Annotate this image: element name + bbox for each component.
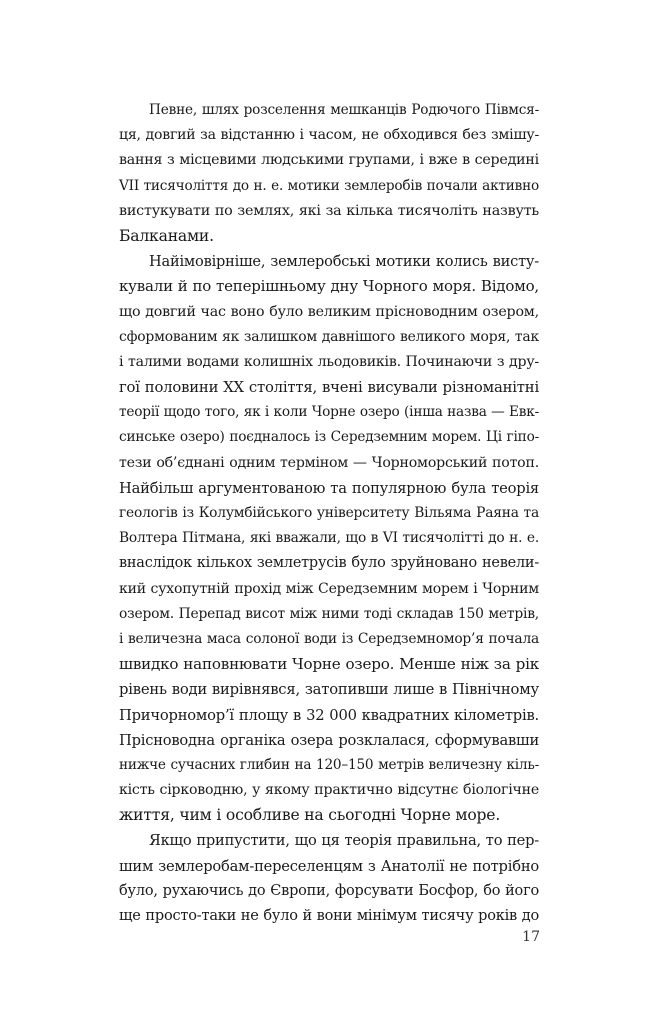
text-line: кували й по теперішньому дну Чорного моря. Відомо, xyxy=(119,277,539,296)
text-line: озером. Перепад висот між ними тоді складав 150 метрів, xyxy=(119,605,539,622)
text-line: тези об’єднані одним терміном — Чорноморський потоп. xyxy=(119,454,539,471)
text-line: життя, чим і особливе на сьогодні Чорне море. xyxy=(119,806,501,825)
text-line: теорії щодо того, як і коли Чорне озеро (інша назва — Евк- xyxy=(119,404,539,421)
text-line: швидко наповнювати Чорне озеро. Менше ніж за рік xyxy=(119,655,539,674)
text-line: ця, довгий за відстанню і часом, не обходився без змішу- xyxy=(119,127,539,144)
text-line: геологів із Колумбійського університету Вільяма Раяна та xyxy=(119,505,539,521)
text-line: кість сірководню, у якому практично відсутнє біологічне xyxy=(119,782,539,799)
text-line: VII тисячоліття до н. е. мотики землеробів почали активно xyxy=(119,177,539,194)
text-line: і талими водами колишніх льодовиків. Починаючи з дру- xyxy=(119,353,539,370)
paragraph-2 xyxy=(119,249,539,828)
text-line: Причорномор’ї площу в 32 000 квадратних кілометрів. xyxy=(119,706,539,724)
paragraph-3 xyxy=(119,828,539,929)
text-line: Волтера Пітмана, які вважали, що в VI тисячолітті до н. е. xyxy=(119,530,539,547)
text-line: шим землеробам-переселенцям з Анатолії не потрібно xyxy=(119,857,539,875)
text-line: вистукувати по землях, які за кілька тисячоліть назвуть xyxy=(119,202,539,219)
text-line: Якщо припустити, що ця теорія правильна, то пер- xyxy=(149,832,539,850)
text-line: вання з місцевими людськими групами, і вже в середині xyxy=(119,152,539,169)
text-line: Балканами. xyxy=(119,226,214,245)
text-line: і величезна маса солоної води із Середземномор’я почала xyxy=(119,630,539,647)
text-line: нижче сучасних глибин на 120–150 метрів величезну кіль- xyxy=(119,756,539,773)
text-line: Певне, шлях розселення мешканців Родючого Півмся- xyxy=(149,102,539,118)
body-text xyxy=(119,98,539,929)
text-line: гої половини XX століття, вчені висували різноманітні xyxy=(119,379,539,397)
text-line: внаслідок кількох землетрусів було зруйновано невели- xyxy=(119,555,539,572)
text-line: ще просто-таки не було й вони мінімум тисячу років до xyxy=(119,908,539,924)
text-line: було, рухаючись до Європи, форсувати Босфор, бо його xyxy=(119,882,539,899)
text-line: рівень води вирівнявся, затопивши лише в Північному xyxy=(119,681,539,699)
text-line: Найімовірніше, землеробські мотики колись висту- xyxy=(149,253,539,271)
text-line: сформованим як залишком давнішого великого моря, так xyxy=(119,328,539,345)
page-number: 17 xyxy=(522,929,540,945)
paragraph-1 xyxy=(119,98,539,249)
text-line: що довгий час воно було великим прісноводним озером, xyxy=(119,303,539,320)
text-line: кий сухопутній прохід між Середземним морем і Чорним xyxy=(119,580,539,597)
text-line: синське озеро) поєдналось із Середземним морем. Ці гіпо- xyxy=(119,429,539,446)
text-line: Прісноводна органіка озера розклалася, сформувавши xyxy=(119,731,539,749)
text-line: Найбільш аргументованою та популярною була теорія xyxy=(119,479,539,497)
